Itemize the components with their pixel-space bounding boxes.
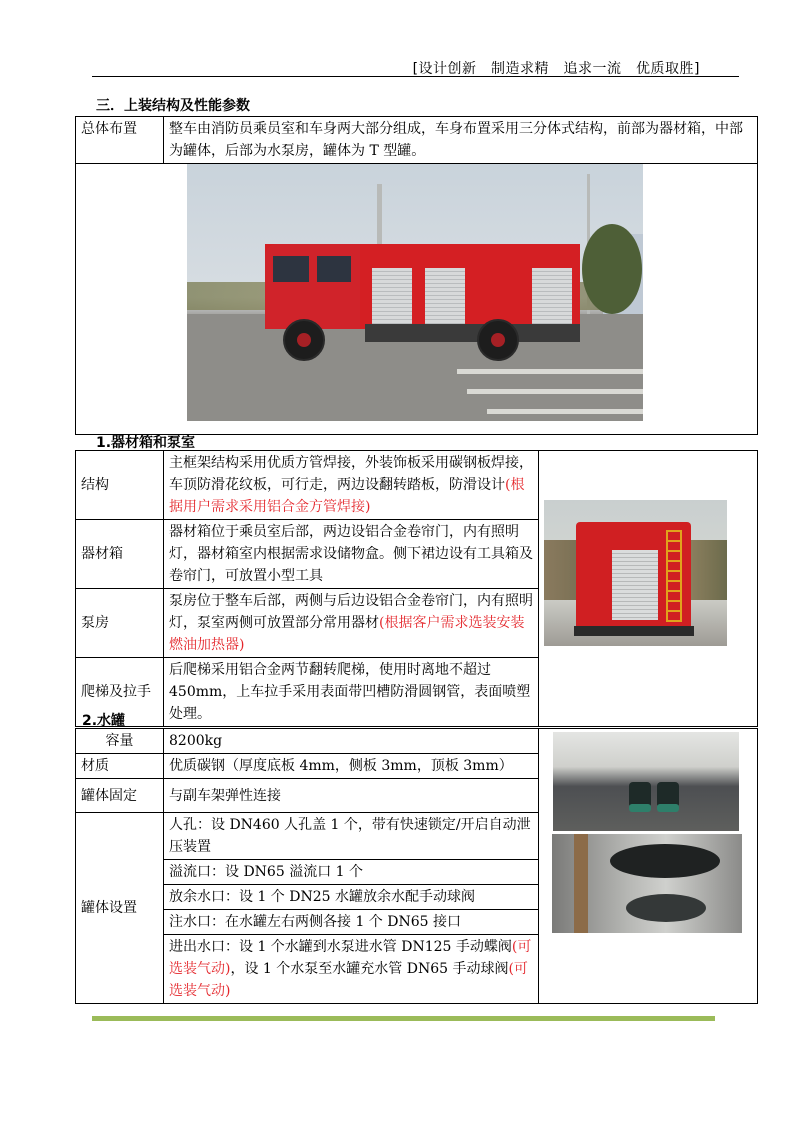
tank-interior-photo [552, 834, 742, 933]
setting-manhole: 人孔：设 DN460 人孔盖 1 个，带有快速锁定/开启自动泄压装置 [164, 813, 539, 860]
section-title: 三．上装结构及性能参数 [96, 98, 250, 114]
setting-inout: 进出水口：设 1 个水罐到水泵进水管 DN125 手动蝶阀(可选装气动)，设 1 个水泵至水罐充水管 DN65 手动球阀(可选装气动) [164, 935, 539, 1004]
setting-fill: 注水口：在水罐左右两侧各接 1 个 DN65 接口 [164, 910, 539, 935]
equip-row-text: 器材箱位于乘员室后部，两边设铝合金卷帘门，内有照明灯，器材箱室内根据需求设储物盒。侧下裙边设有工具箱及卷帘门，可放置小型工具 [164, 520, 539, 589]
overall-label: 总体布置 [76, 117, 164, 164]
equip-row-text: 后爬梯采用铝合金两节翻转爬梯，使用时离地不超过 450mm，上车拉手采用表面带凹槽防滑圆钢管，表面喷塑处理。 [164, 658, 539, 727]
equip-row-label: 结构 [76, 451, 164, 520]
equipment-title: 1.器材箱和泵室 [96, 435, 196, 451]
equip-row-label: 泵房 [76, 589, 164, 658]
header-motto: [设计创新 制造求精 追求一流 优质取胜] [412, 61, 700, 77]
truck-rear-photo [544, 500, 727, 646]
setting-drain: 放余水口：设 1 个 DN25 水罐放余水配手动球阀 [164, 885, 539, 910]
fix-value: 与副车架弹性连接 [164, 779, 539, 813]
settings-label: 罐体设置 [76, 813, 164, 1004]
material-value: 优质碳钢（厚度底板 4mm，侧板 3mm，顶板 3mm） [164, 754, 539, 779]
material-label: 材质 [76, 754, 164, 779]
equip-row-text: 泵房位于整车后部，两侧与后边设铝合金卷帘门，内有照明灯，泵室两侧可放置部分常用器材(根据客户需求选装安装燃油加热器) [164, 589, 539, 658]
capacity-label: 容量 [76, 729, 164, 754]
tank-title: 2.水罐 [82, 713, 126, 729]
overall-text: 整车由消防员乘员室和车身两大部分组成，车身布置采用三分体式结构，前部为器材箱，中部为罐体，后部为水泵房，罐体为 T 型罐。 [164, 117, 758, 164]
tank-valve-photo [553, 732, 739, 831]
truck-side-photo [187, 164, 643, 421]
equip-row-label: 爬梯及拉手 [76, 658, 164, 727]
fix-label: 罐体固定 [76, 779, 164, 813]
equip-row-text: 主框架结构采用优质方管焊接，外装饰板采用碳钢板焊接，车顶防滑花纹板，可行走，两边设翻转踏板，防滑设计(根据用户需求采用铝合金方管焊接) [164, 451, 539, 520]
setting-overflow: 溢流口：设 DN65 溢流口 1 个 [164, 860, 539, 885]
footer-rule [92, 1016, 715, 1021]
capacity-value: 8200kg [164, 729, 539, 754]
equip-row-label: 器材箱 [76, 520, 164, 589]
header-rule [92, 76, 739, 77]
